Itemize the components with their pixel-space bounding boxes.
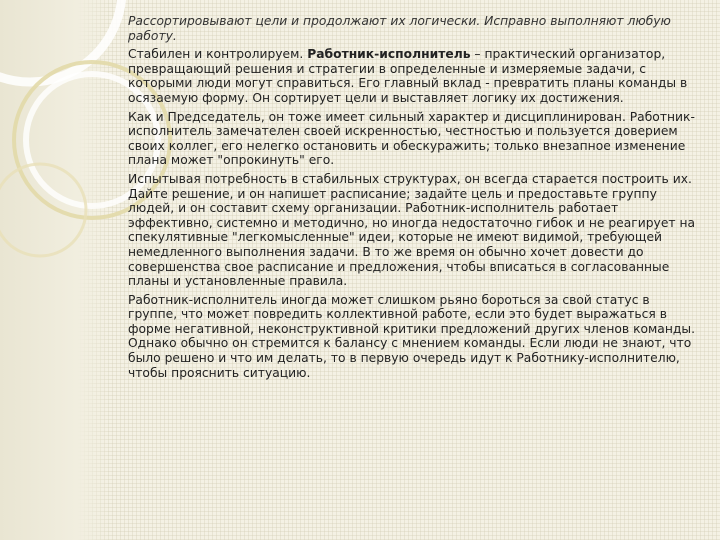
paragraph-1-lead: Стабилен и контролируем.	[128, 47, 308, 62]
paragraph-3: Испытывая потребность в стабильных структурах, он всегда старается построить их. Дайте решение, и он напишет расписание; задайте цель и предоставьте группу людей, и он составит схему организации. Работник-исполнитель работает эффективно, системно и методично, но иногда недостаточно гибок и не реагирует на спекулятивные "легкомысленные" идеи, которые не имеют видимой, требующей немедленного выполнения задачи. В то же время он обычно хочет довести до совершенства свое расписание и предложения, чтобы вписаться в согласованные планы и установленные правила.	[128, 171, 696, 289]
paragraph-2: Как и Председатель, он тоже имеет сильный характер и дисциплинирован. Работник-исполнитель замечателен своей искренностью, честностью и пользуется доверием своих коллег, его нелегко остановить и обескуражить; только внезапное изменение плана может "опрокинуть" его.	[128, 109, 695, 168]
role-term: Работник-исполнитель	[307, 47, 471, 62]
paragraph-intro: Рассортировывают цели и продолжают их логически. Исправно выполняют любую работу.	[128, 14, 671, 43]
paragraph-1	[128, 47, 696, 105]
decor-ring-small	[0, 164, 86, 256]
paragraph-1-rest: – практический организатор, превращающий решения и стратегии в определенные и измеряемые задачи, с которыми люди могут справиться. Его главный вклад - превратить планы команды в осязаемую форму. Он сортирует цели и выставляет логику их достижения.	[128, 47, 688, 105]
paragraph-4: Работник-исполнитель иногда может слишком рьяно бороться за свой статус в группе, что может повредить коллективной работе, если это будет выражаться в форме негативной, неконструктивной критики предложений других членов команды. Однако обычно он стремится к балансу с мнением команды. Если люди не знают, что было решено и что им делать, то в первую очередь идут к Работнику-исполнителю, чтобы прояснить ситуацию.	[128, 292, 696, 380]
document-body	[128, 14, 696, 384]
